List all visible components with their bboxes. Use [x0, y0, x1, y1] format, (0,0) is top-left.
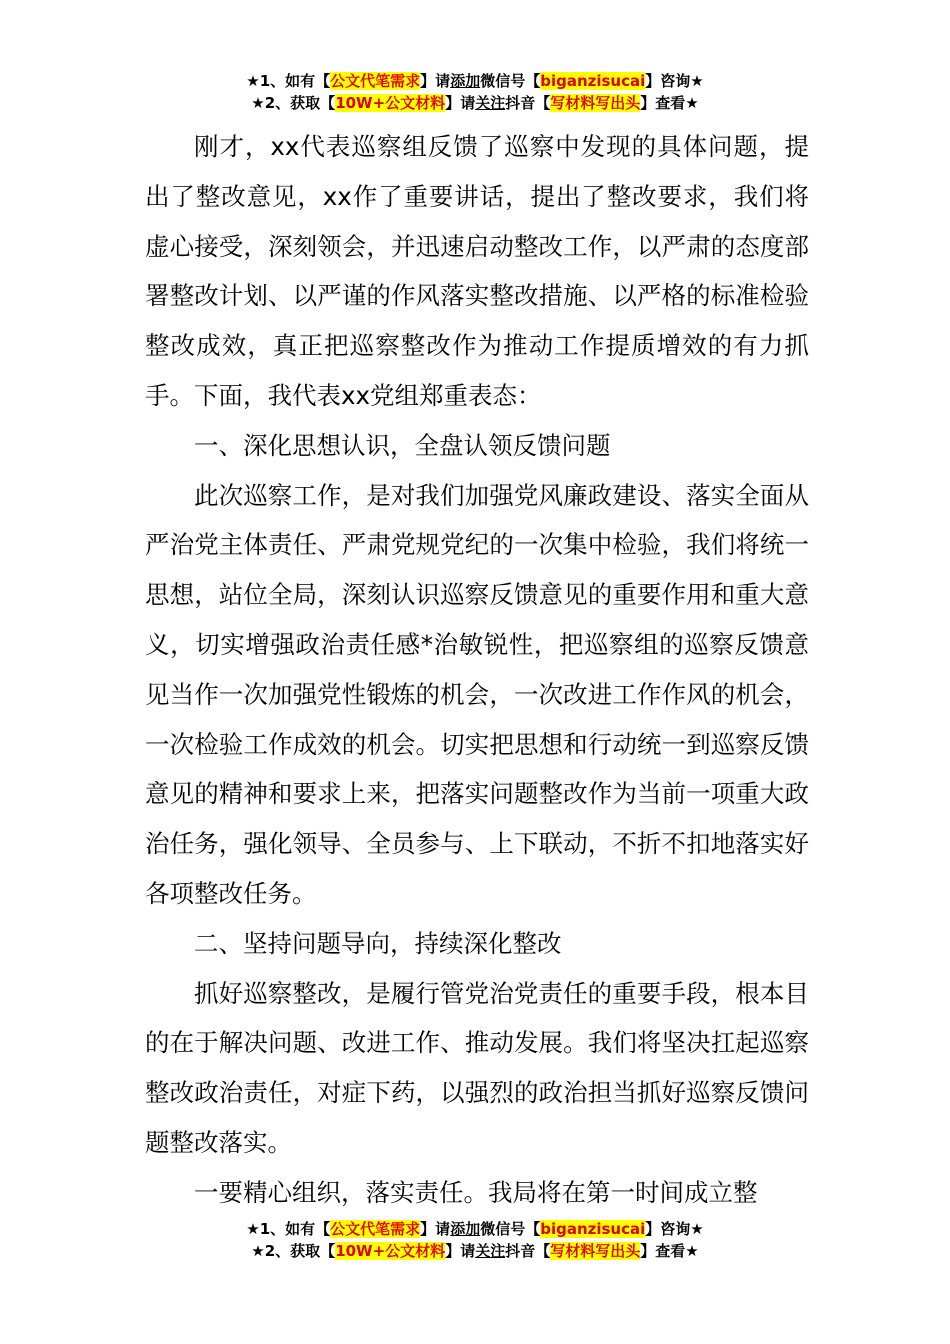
- banner-text: 抖音【: [505, 94, 551, 112]
- banner-text: 】查看★: [640, 94, 699, 112]
- banner-text: 】请: [420, 1220, 451, 1238]
- banner-text: ★2、获取【: [251, 1242, 336, 1260]
- underlined-text: 关注: [475, 1242, 506, 1260]
- header-banner: [0, 70, 950, 114]
- highlight-text: 写材料写出头: [550, 94, 641, 112]
- paragraph-intro: 刚才，xx代表巡察组反馈了巡察中发现的具体问题，提出了整改意见，xx作了重要讲话，提出了整改要求，我们将虚心接受，深刻领会，并迅速启动整改工作，以严肃的态度部署整改计划、以严谨的作风落实整改措施、以严格的标准检验整改成效，真正把巡察整改作为推动工作提质增效的有力抓手。下面，我代表xx党组郑重表态：: [145, 132, 809, 410]
- paragraph-section-1: 此次巡察工作，是对我们加强党风廉政建设、落实全面从严治党主体责任、严肃党规党纪的一次集中检验，我们将统一思想，站位全局，深刻认识巡察反馈意见的重要作用和重大意义，切实增强政治责任感*治敏锐性，把巡察组的巡察反馈意见当作一次加强党性锻炼的机会，一次改进工作作风的机会，一次检验工作成效的机会。切实把思想和行动统一到巡察反馈意见的精神和要求上来，把落实问题整改作为当前一项重大政治任务，强化领导、全员参与、上下联动，不折不扣地落实好各项整改任务。: [145, 480, 809, 908]
- banner-text: ★1、如有【: [246, 72, 331, 90]
- banner-text: 微信号【: [480, 1220, 541, 1238]
- highlight-text: 写材料写出头: [550, 1242, 641, 1260]
- underlined-text: 添加: [450, 72, 481, 90]
- banner-line-2: [0, 1240, 950, 1262]
- banner-text: 】请: [420, 72, 451, 90]
- section-heading-1: 一、深化思想认识，全盘认领反馈问题: [194, 430, 611, 460]
- banner-line-1: [0, 1218, 950, 1240]
- highlight-text: 公文代笔需求: [330, 72, 421, 90]
- highlight-text: biganzisucai: [540, 72, 646, 90]
- section-heading-2: 二、坚持问题导向，持续深化整改: [194, 928, 562, 958]
- banner-line-1: [0, 70, 950, 92]
- highlight-text: 10W+公文材料: [335, 94, 446, 112]
- document-body: [145, 122, 809, 1218]
- banner-text: 】查看★: [640, 1242, 699, 1260]
- banner-text: ★1、如有【: [246, 1220, 331, 1238]
- banner-text: 】咨询★: [645, 72, 704, 90]
- banner-text: 抖音【: [505, 1242, 551, 1260]
- banner-text: ★2、获取【: [251, 94, 336, 112]
- banner-text: 】请: [445, 94, 476, 112]
- highlight-text: 公文代笔需求: [330, 1220, 421, 1238]
- highlight-text: 10W+公文材料: [335, 1242, 446, 1260]
- footer-banner: [0, 1218, 950, 1262]
- underlined-text: 添加: [450, 1220, 481, 1238]
- banner-text: 微信号【: [480, 72, 541, 90]
- highlight-text: biganzisucai: [540, 1220, 646, 1238]
- banner-text: 】咨询★: [645, 1220, 704, 1238]
- banner-text: 】请: [445, 1242, 476, 1260]
- paragraph-section-2: 抓好巡察整改，是履行管党治党责任的重要手段，根本目的在于解决问题、改进工作、推动发展。我们将坚决扛起巡察整改政治责任，对症下药，以强烈的政治担当抓好巡察反馈问题整改落实。: [145, 978, 809, 1157]
- underlined-text: 关注: [475, 94, 506, 112]
- paragraph-point-1: 一要精心组织，落实责任。我局将在第一时间成立整: [194, 1177, 758, 1207]
- banner-line-2: [0, 92, 950, 114]
